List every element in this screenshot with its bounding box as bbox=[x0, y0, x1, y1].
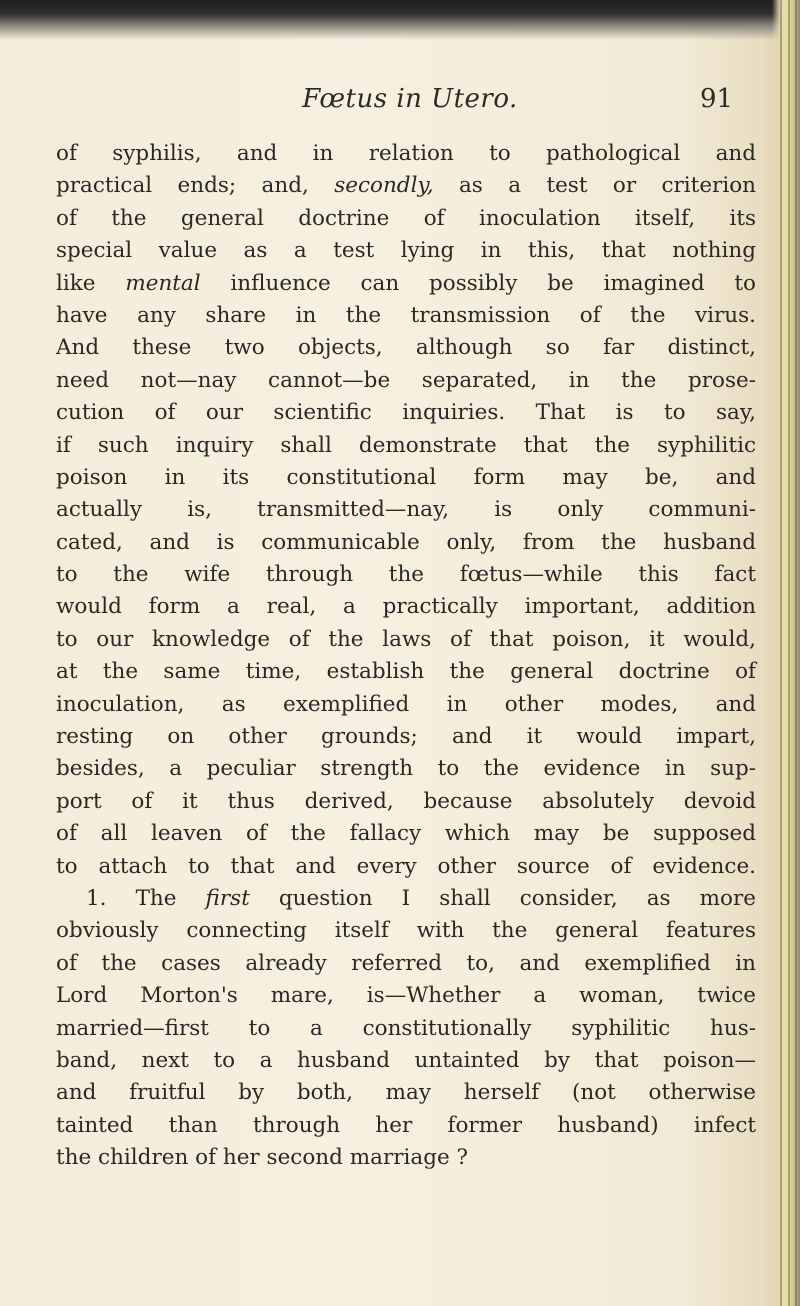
italic-word: secondly, bbox=[334, 173, 434, 199]
text-line: of all leaven of the fallacy which may be supposed bbox=[56, 821, 756, 847]
text-line: of syphilis, and in relation to pathological and bbox=[56, 141, 756, 166]
text-line: cated, and is communicable only, from the husband bbox=[56, 529, 756, 555]
text-line: inoculation, as exemplified in other modes, and bbox=[56, 691, 756, 717]
text-line: would form a real, a practically important, addition bbox=[56, 594, 756, 620]
text-line: besides, a peculiar strength to the evidence in sup- bbox=[56, 756, 756, 782]
text-line: if such inquiry shall demonstrate that the syphilitic bbox=[56, 432, 756, 458]
page-edge-gutter bbox=[772, 0, 800, 1306]
running-head bbox=[0, 84, 780, 124]
text-line: 1. The first question I shall consider, as more bbox=[86, 885, 756, 911]
text-line: actually is, transmitted—nay, is only communi- bbox=[56, 497, 756, 523]
running-head-title: Fœtus in Utero. bbox=[302, 84, 518, 114]
text-line: of the cases already referred to, and exemplified in bbox=[56, 950, 756, 976]
text-line: and fruitful by both, may herself (not otherwise bbox=[56, 1080, 756, 1106]
text-line: at the same time, establish the general doctrine of bbox=[56, 659, 756, 685]
body-text bbox=[56, 138, 756, 1175]
page-edge-line bbox=[788, 0, 790, 1306]
text-line: practical ends; and, secondly, as a test or criterion bbox=[56, 173, 756, 199]
text-line: resting on other grounds; and it would impart, bbox=[56, 724, 756, 750]
text-line: And these two objects, although so far distinct, bbox=[56, 335, 756, 361]
text-line: need not—nay cannot—be separated, in the prose- bbox=[56, 367, 756, 393]
text-line: band, next to a husband untainted by that poison— bbox=[56, 1047, 756, 1073]
text-line: obviously connecting itself with the general features bbox=[56, 918, 756, 944]
italic-word: mental bbox=[125, 270, 201, 296]
text-line: have any share in the transmission of the virus. bbox=[56, 302, 756, 328]
text-line: to attach to that and every other source of evidence. bbox=[56, 853, 756, 879]
italic-word: first bbox=[205, 885, 250, 911]
text-line: married—first to a constitutionally syphilitic hus- bbox=[56, 1015, 756, 1041]
text-line: special value as a test lying in this, that nothing bbox=[56, 238, 756, 264]
text-line: like mental influence can possibly be imagined to bbox=[56, 270, 756, 296]
page-edge-line bbox=[795, 0, 797, 1306]
text-line: to our knowledge of the laws of that poison, it would, bbox=[56, 626, 756, 652]
text-line: poison in its constitutional form may be, and bbox=[56, 464, 756, 490]
text-line: cution of our scientific inquiries. That is to say, bbox=[56, 400, 756, 426]
page-number: 91 bbox=[700, 84, 734, 114]
text-line: port of it thus derived, because absolutely devoid bbox=[56, 788, 756, 814]
text-line: to the wife through the fœtus—while this fact bbox=[56, 562, 756, 588]
text-line: of the general doctrine of inoculation itself, its bbox=[56, 205, 756, 231]
text-line: Lord Morton's mare, is—Whether a woman, twice bbox=[56, 983, 756, 1009]
text-line: the children of her second marriage ? bbox=[56, 1145, 469, 1171]
page-edge-line bbox=[780, 0, 782, 1306]
text-line: tainted than through her former husband) infect bbox=[56, 1112, 756, 1138]
